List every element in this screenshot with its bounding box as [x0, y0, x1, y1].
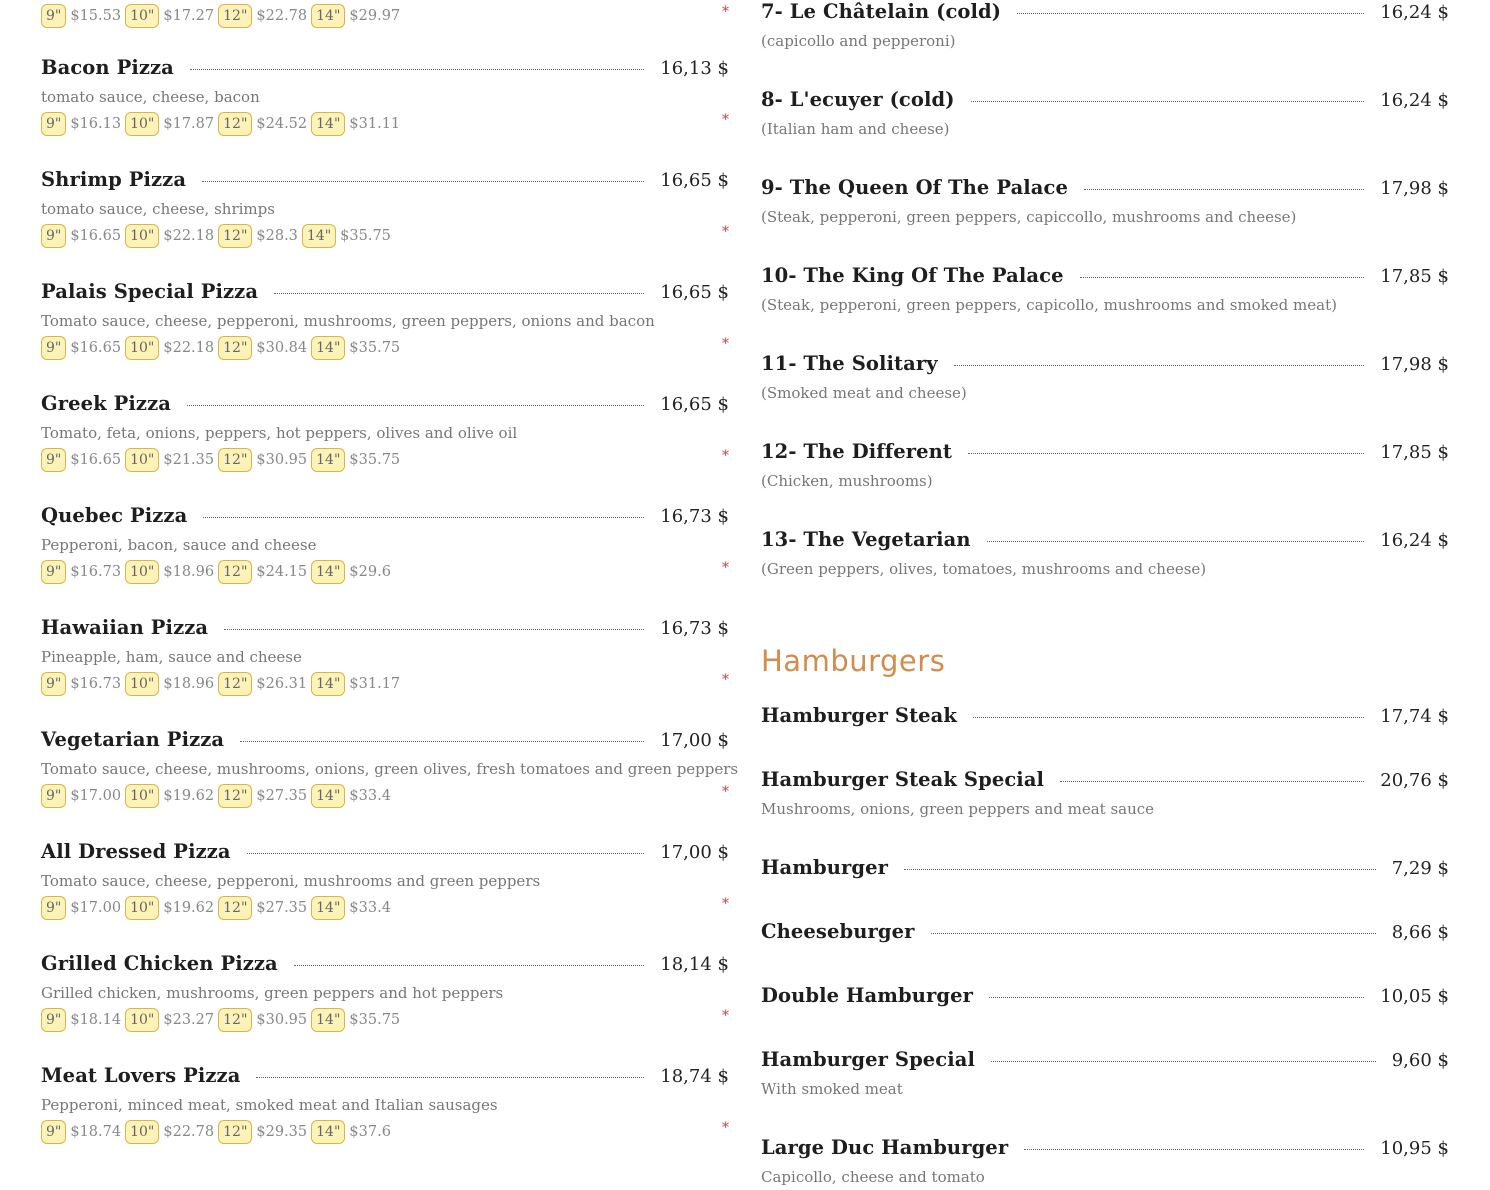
menu-item-hamburger-steak[interactable]	[761, 704, 1449, 734]
item-price: 10,95 $	[1380, 1138, 1449, 1159]
size-tag[interactable]: 10"	[125, 224, 159, 248]
size-price: $24.15	[256, 564, 308, 580]
item-name[interactable]: Double Hamburger	[761, 984, 974, 1007]
item-name[interactable]: 10- The King Of The Palace	[761, 264, 1064, 287]
size-tag[interactable]: 12"	[218, 672, 252, 696]
item-description: Tomato sauce, cheese, pepperoni, mushrooms, green peppers, onions and bacon	[41, 312, 655, 330]
menu-item-8-l-ecuyer-cold[interactable]	[761, 88, 1449, 142]
size-tag[interactable]: 10"	[125, 4, 159, 28]
item-price: 18,74 $	[660, 1066, 729, 1087]
item-description: (Italian ham and cheese)	[761, 120, 950, 138]
size-price-row	[41, 670, 729, 698]
menu-item-header	[761, 856, 1449, 886]
dot-leader	[1060, 780, 1364, 782]
size-price: $27.35	[256, 788, 308, 804]
size-price-row	[41, 894, 729, 922]
size-price-row	[41, 222, 729, 250]
size-price: $17.00	[70, 788, 122, 804]
size-price: $17.87	[163, 116, 215, 132]
dot-leader	[1084, 188, 1364, 190]
menu-item-header	[761, 1136, 1449, 1166]
dot-leader	[971, 100, 1365, 102]
required-star: *	[722, 1008, 729, 1024]
required-star: *	[722, 672, 729, 688]
size-tag[interactable]: 9"	[41, 672, 66, 696]
size-price: $35.75	[340, 228, 391, 244]
item-price: 16,65 $	[660, 282, 729, 303]
item-name[interactable]: Vegetarian Pizza	[41, 728, 225, 751]
required-star: *	[722, 1120, 729, 1136]
size-price: $35.75	[349, 1012, 401, 1028]
menu-item-vegetarian-pizza[interactable]	[41, 728, 739, 810]
dot-leader	[247, 852, 645, 854]
size-tag[interactable]: 14"	[311, 672, 345, 696]
dot-leader	[987, 540, 1365, 542]
size-tag[interactable]: 14"	[311, 448, 345, 472]
size-price: $22.78	[256, 8, 308, 24]
size-tag[interactable]: 10"	[125, 672, 159, 696]
item-name[interactable]: Hamburger Steak	[761, 704, 958, 727]
size-price: $33.4	[349, 900, 391, 916]
pizza-column	[41, 0, 739, 1140]
size-price-row	[41, 558, 729, 586]
item-description: (Chicken, mushrooms)	[761, 472, 933, 490]
item-price: 9,60 $	[1391, 1050, 1449, 1071]
size-tag[interactable]: 10"	[125, 1008, 159, 1032]
item-price: 17,74 $	[1380, 706, 1449, 727]
size-price: $16.13	[70, 116, 122, 132]
dot-leader	[203, 516, 644, 518]
menu-item-7-le-ch-telain-cold[interactable]	[761, 0, 1449, 54]
size-tag[interactable]: 10"	[125, 560, 159, 584]
size-tag[interactable]: 10"	[125, 448, 159, 472]
size-tag[interactable]: 12"	[218, 224, 252, 248]
size-price: $18.74	[70, 1124, 122, 1140]
dot-leader	[931, 932, 1376, 934]
item-price: 18,14 $	[660, 954, 729, 975]
menu-item-header	[761, 704, 1449, 734]
menu-item-header	[41, 1064, 729, 1094]
menu-item-13-the-vegetarian[interactable]	[761, 528, 1449, 582]
item-name[interactable]: Hamburger Steak Special	[761, 768, 1045, 791]
size-price-row	[41, 1006, 729, 1034]
size-tag[interactable]: 14"	[311, 112, 345, 136]
size-price: $15.53	[70, 8, 122, 24]
item-description: Tomato sauce, cheese, pepperoni, mushrooms and green peppers	[41, 872, 541, 890]
item-description: Pepperoni, minced meat, smoked meat and Italian sausages	[41, 1096, 498, 1114]
menu-item-grilled-chicken-pizza[interactable]	[41, 952, 729, 1034]
menu-item-double-hamburger[interactable]	[761, 984, 1449, 1014]
size-price-row	[41, 2, 729, 30]
item-price: 16,13 $	[660, 58, 729, 79]
size-price: $35.75	[349, 452, 401, 468]
item-description: Pepperoni, bacon, sauce and cheese	[41, 536, 317, 554]
menu-item-bacon-pizza[interactable]	[41, 56, 729, 138]
required-star: *	[722, 896, 729, 912]
menu-item-quebec-pizza[interactable]	[41, 504, 729, 586]
size-tag[interactable]: 12"	[218, 784, 252, 808]
size-tag[interactable]: 14"	[311, 1120, 345, 1144]
item-name[interactable]: Palais Special Pizza	[41, 280, 259, 303]
size-price: $19.62	[163, 900, 215, 916]
item-name[interactable]: Greek Pizza	[41, 392, 171, 415]
menu-item-10-the-king-of-the-palace[interactable]	[761, 264, 1449, 318]
size-tag[interactable]: 14"	[311, 336, 345, 360]
item-price: 17,85 $	[1380, 442, 1449, 463]
item-price: 17,00 $	[660, 842, 729, 863]
item-price: 16,73 $	[660, 506, 729, 527]
menu-item-header	[761, 176, 1449, 206]
dot-leader	[202, 180, 644, 182]
item-name[interactable]: 12- The Different	[761, 440, 952, 463]
item-description: Capicollo, cheese and tomato	[761, 1168, 985, 1186]
item-name[interactable]: Shrimp Pizza	[41, 168, 187, 191]
item-name[interactable]: 9- The Queen Of The Palace	[761, 176, 1069, 199]
menu-item-header	[761, 440, 1449, 470]
size-tag[interactable]: 14"	[311, 4, 345, 28]
item-name[interactable]: 8- L'ecuyer (cold)	[761, 88, 955, 111]
dot-leader	[224, 628, 644, 630]
menu-item-9-the-queen-of-the-palace[interactable]	[761, 176, 1449, 230]
dot-leader	[1017, 12, 1364, 14]
size-tag[interactable]: 12"	[218, 448, 252, 472]
size-price: $31.17	[349, 676, 401, 692]
size-tag[interactable]: 14"	[311, 896, 345, 920]
item-price: 17,00 $	[660, 730, 729, 751]
size-tag[interactable]: 14"	[311, 560, 345, 584]
size-price-row	[41, 334, 729, 362]
size-price: $30.95	[256, 452, 308, 468]
size-price-row	[41, 1118, 729, 1146]
menu-item-header	[761, 768, 1449, 798]
size-tag[interactable]: 9"	[41, 112, 66, 136]
item-name[interactable]: Meat Lovers Pizza	[41, 1064, 241, 1087]
item-description: (Green peppers, olives, tomatoes, mushrooms and cheese)	[761, 560, 1207, 578]
size-price-row	[41, 782, 729, 810]
item-price: 16,24 $	[1380, 530, 1449, 551]
size-price: $24.52	[256, 116, 308, 132]
size-price: $19.62	[163, 788, 215, 804]
size-price: $22.18	[163, 340, 215, 356]
size-price: $17.27	[163, 8, 215, 24]
size-tag[interactable]: 12"	[218, 336, 252, 360]
size-price: $22.18	[163, 228, 215, 244]
item-price: 17,98 $	[1380, 178, 1449, 199]
menu-item-hamburger-steak-special[interactable]	[761, 768, 1449, 822]
size-price-row	[41, 110, 729, 138]
size-price: $21.35	[163, 452, 215, 468]
item-price: 16,73 $	[660, 618, 729, 639]
menu-item-greek-pizza[interactable]	[41, 392, 729, 474]
menu-item-hamburger-special[interactable]	[761, 1048, 1449, 1102]
item-name[interactable]: All Dressed Pizza	[41, 840, 231, 863]
dot-leader	[294, 964, 644, 966]
item-name[interactable]: Grilled Chicken Pizza	[41, 952, 278, 975]
dot-leader	[1080, 276, 1365, 278]
size-tag[interactable]: 9"	[41, 1120, 66, 1144]
item-price: 17,98 $	[1380, 354, 1449, 375]
menu-item-palais-special-pizza[interactable]	[41, 280, 729, 362]
size-price: $18.96	[163, 564, 215, 580]
size-tag[interactable]: 10"	[125, 784, 159, 808]
menu-item-header	[761, 920, 1449, 950]
item-description: tomato sauce, cheese, bacon	[41, 88, 260, 106]
size-price: $31.11	[349, 116, 401, 132]
size-price: $16.73	[70, 564, 122, 580]
size-price: $30.95	[256, 1012, 308, 1028]
size-tag[interactable]: 9"	[41, 1008, 66, 1032]
item-description: With smoked meat	[761, 1080, 903, 1098]
required-star: *	[722, 448, 729, 464]
item-name[interactable]: Hamburger	[761, 856, 888, 879]
menu-item-header	[761, 352, 1449, 382]
menu-item-header	[761, 264, 1449, 294]
required-star: *	[722, 4, 729, 20]
size-price: $29.97	[349, 8, 401, 24]
dot-leader	[954, 364, 1365, 366]
dot-leader	[1024, 1148, 1364, 1150]
size-tag[interactable]: 12"	[218, 896, 252, 920]
menu-item-shrimp-pizza[interactable]	[41, 168, 729, 250]
item-price: 16,24 $	[1380, 2, 1449, 23]
size-tag[interactable]: 9"	[41, 336, 66, 360]
dot-leader	[973, 716, 1364, 718]
dot-leader	[968, 452, 1364, 454]
item-price: 16,65 $	[660, 394, 729, 415]
dot-leader	[256, 1076, 644, 1078]
menu-item-meat-lovers-pizza[interactable]	[41, 1064, 729, 1146]
size-tag[interactable]: 12"	[218, 4, 252, 28]
size-price: $29.35	[256, 1124, 308, 1140]
size-price: $28.3	[256, 228, 298, 244]
size-price: $16.65	[70, 228, 122, 244]
size-tag[interactable]: 14"	[302, 224, 336, 248]
item-price: 16,65 $	[660, 170, 729, 191]
size-price: $16.73	[70, 676, 122, 692]
menu-item-header	[761, 0, 1449, 30]
item-description: Tomato, feta, onions, peppers, hot peppers, olives and olive oil	[41, 424, 518, 442]
item-name[interactable]: Hawaiian Pizza	[41, 616, 209, 639]
size-tag[interactable]: 12"	[218, 112, 252, 136]
size-tag[interactable]: 9"	[41, 784, 66, 808]
size-price: $16.65	[70, 452, 122, 468]
size-tag[interactable]: 12"	[218, 560, 252, 584]
size-price: $30.84	[256, 340, 308, 356]
item-price: 8,66 $	[1391, 922, 1449, 943]
menu-item-11-the-solitary[interactable]	[761, 352, 1449, 406]
size-tag[interactable]: 9"	[41, 448, 66, 472]
section-title-hamburgers: Hamburgers	[761, 644, 946, 678]
size-price: $23.27	[163, 1012, 215, 1028]
menu-item-header	[761, 1048, 1449, 1078]
size-price: $18.96	[163, 676, 215, 692]
size-price: $18.14	[70, 1012, 122, 1028]
menu-item-header	[41, 280, 729, 310]
dot-leader	[187, 404, 644, 406]
dot-leader	[240, 740, 644, 742]
item-name[interactable]: Cheeseburger	[761, 920, 915, 943]
size-price: $33.4	[349, 788, 391, 804]
size-tag[interactable]: 9"	[41, 224, 66, 248]
required-star: *	[722, 560, 729, 576]
item-name[interactable]: 11- The Solitary	[761, 352, 938, 375]
menu-item-header	[41, 952, 729, 982]
item-description: (Steak, pepperoni, green peppers, capiccollo, mushrooms and cheese)	[761, 208, 1297, 226]
item-name[interactable]: 7- Le Châtelain (cold)	[761, 0, 1002, 23]
size-price: $29.6	[349, 564, 391, 580]
size-tag[interactable]: 9"	[41, 896, 66, 920]
menu-item-12-the-different[interactable]	[761, 440, 1449, 494]
menu-item-hamburger[interactable]	[761, 856, 1449, 886]
required-star: *	[722, 112, 729, 128]
item-description: (Steak, pepperoni, green peppers, capicollo, mushrooms and smoked meat)	[761, 296, 1337, 314]
item-name[interactable]: Bacon Pizza	[41, 56, 174, 79]
item-description: Grilled chicken, mushrooms, green peppers and hot peppers	[41, 984, 504, 1002]
item-name[interactable]: Hamburger Special	[761, 1048, 976, 1071]
size-tag[interactable]: 9"	[41, 560, 66, 584]
size-price: $22.78	[163, 1124, 215, 1140]
menu-item-header	[41, 168, 729, 198]
item-price: 17,85 $	[1380, 266, 1449, 287]
menu-item-header	[761, 984, 1449, 1014]
size-tag[interactable]: 9"	[41, 4, 66, 28]
menu-item-large-duc-hamburger[interactable]	[761, 1136, 1449, 1190]
item-description: Tomato sauce, cheese, mushrooms, onions, green olives, fresh tomatoes and green peppers	[41, 760, 739, 778]
dot-leader	[274, 292, 644, 294]
required-star: *	[722, 784, 729, 800]
dot-leader	[190, 68, 644, 70]
size-price: $17.00	[70, 900, 122, 916]
size-tag[interactable]: 12"	[218, 1008, 252, 1032]
size-tag[interactable]: 12"	[218, 1120, 252, 1144]
item-description: (capicollo and pepperoni)	[761, 32, 956, 50]
menu-item-header	[41, 504, 729, 534]
size-tag[interactable]: 14"	[311, 1008, 345, 1032]
item-description: Mushrooms, onions, green peppers and meat sauce	[761, 800, 1155, 818]
item-description: Pineapple, ham, sauce and cheese	[41, 648, 302, 666]
item-name[interactable]: Quebec Pizza	[41, 504, 188, 527]
menu-item-header	[41, 392, 729, 422]
size-price: $27.35	[256, 900, 308, 916]
item-description: tomato sauce, cheese, shrimps	[41, 200, 275, 218]
required-star: *	[722, 224, 729, 240]
size-price: $37.6	[349, 1124, 391, 1140]
size-tag[interactable]: 10"	[125, 112, 159, 136]
item-name[interactable]: 13- The Vegetarian	[761, 528, 971, 551]
menu-item-header	[761, 528, 1449, 558]
dot-leader	[989, 996, 1364, 998]
menu-item-header	[41, 840, 729, 870]
item-price: 7,29 $	[1391, 858, 1449, 879]
item-price: 10,05 $	[1380, 986, 1449, 1007]
size-price: $26.31	[256, 676, 308, 692]
menu-item-header	[41, 56, 729, 86]
size-tag[interactable]: 10"	[125, 1120, 159, 1144]
menu-item-header	[41, 616, 729, 646]
size-price: $16.65	[70, 340, 122, 356]
menu-item-header	[761, 88, 1449, 118]
menu-item-hawaiian-pizza[interactable]	[41, 616, 729, 698]
menu-item-all-dressed-pizza[interactable]	[41, 840, 729, 922]
item-price: 20,76 $	[1380, 770, 1449, 791]
item-price: 16,24 $	[1380, 90, 1449, 111]
size-price-row	[41, 446, 729, 474]
dot-leader	[991, 1060, 1376, 1062]
size-tag[interactable]: 14"	[311, 784, 345, 808]
size-price: $35.75	[349, 340, 401, 356]
dot-leader	[904, 868, 1376, 870]
size-tag[interactable]: 10"	[125, 896, 159, 920]
size-tag[interactable]: 10"	[125, 336, 159, 360]
menu-item-cheeseburger[interactable]	[761, 920, 1449, 950]
menu-item-header	[41, 728, 729, 758]
item-description: (Smoked meat and cheese)	[761, 384, 967, 402]
required-star: *	[722, 336, 729, 352]
item-name[interactable]: Large Duc Hamburger	[761, 1136, 1009, 1159]
